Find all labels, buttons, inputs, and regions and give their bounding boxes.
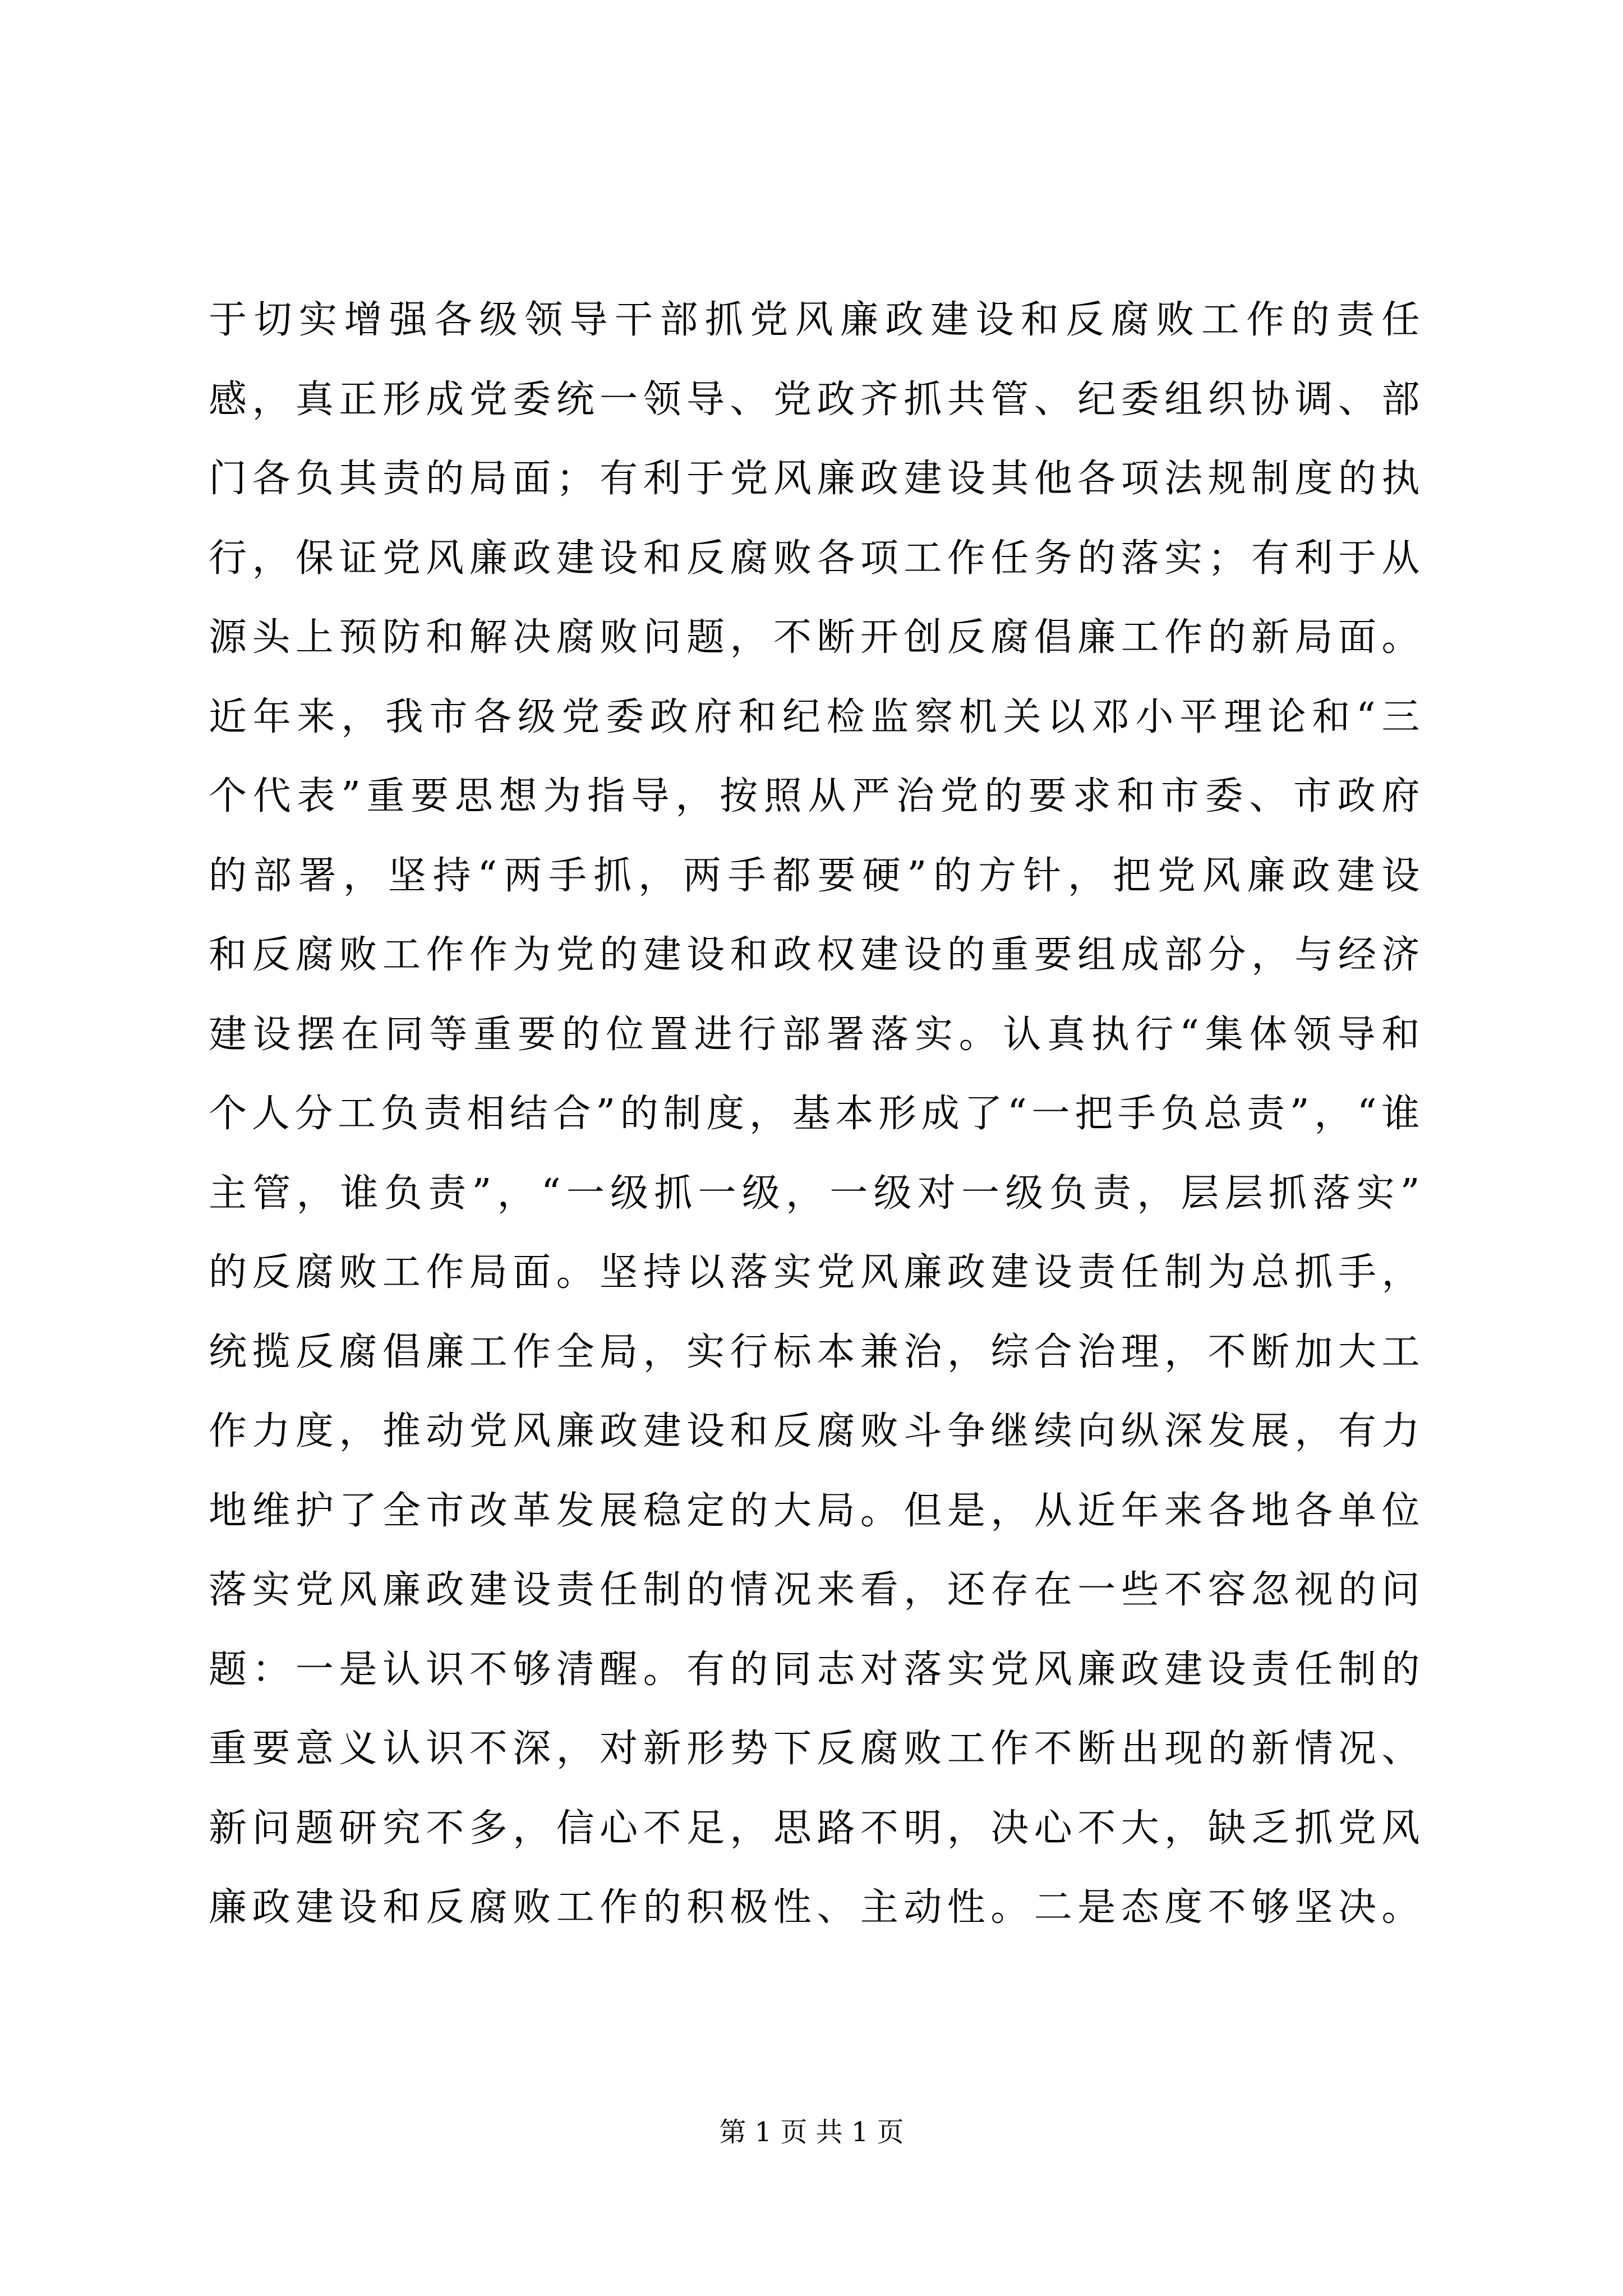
text-line: 题：一是认识不够清醒。有的同志对落实党风廉政建设责任制的 <box>209 1647 1420 1692</box>
text-line: 近年来，我市各级党委政府和纪检监察机关以邓小平理论和“三 <box>209 694 1420 739</box>
text-line: 重要意义认识不深，对新形势下反腐败工作不断出现的新情况、 <box>209 1727 1420 1771</box>
page-footer: 第 1 页 共 1 页 <box>719 2116 904 2148</box>
text-line: 个人分工负责相结合”的制度，基本形成了“一把手负总责”，“谁 <box>209 1092 1420 1136</box>
text-line: 门各负其责的局面；有利于党风廉政建设其他各项法规制度的执 <box>209 457 1420 501</box>
text-line: 作力度，推动党风廉政建设和反腐败斗争继续向纵深发展，有力 <box>209 1409 1420 1453</box>
text-line: 地维护了全市改革发展稳定的大局。但是，从近年来各地各单位 <box>209 1488 1420 1533</box>
text-line: 统揽反腐倡廉工作全局，实行标本兼治，综合治理，不断加大工 <box>209 1329 1420 1374</box>
text-line: 个代表”重要思想为指导，按照从严治党的要求和市委、市政府 <box>209 774 1420 818</box>
text-line: 于切实增强各级领导干部抓党风廉政建设和反腐败工作的责任 <box>209 298 1420 342</box>
body-paragraph <box>209 280 1420 1948</box>
text-line: 行，保证党风廉政建设和反腐败各项工作任务的落实；有利于从 <box>209 536 1420 581</box>
text-line: 和反腐败工作作为党的建设和政权建设的重要组成部分，与经济 <box>209 933 1420 977</box>
text-line: 建设摆在同等重要的位置进行部署落实。认真执行“集体领导和 <box>209 1012 1420 1057</box>
text-line: 的反腐败工作局面。坚持以落实党风廉政建设责任制为总抓手， <box>209 1250 1420 1295</box>
text-line: 感，真正形成党委统一领导、党政齐抓共管、纪委组织协调、部 <box>209 377 1420 422</box>
text-line: 源头上预防和解决腐败问题，不断开创反腐倡廉工作的新局面。 <box>209 615 1420 660</box>
text-line: 落实党风廉政建设责任制的情况来看，还存在一些不容忽视的问 <box>209 1568 1420 1612</box>
text-line: 新问题研究不多，信心不足，思路不明，决心不大，缺乏抓党风 <box>209 1806 1420 1851</box>
text-line: 的部署，坚持“两手抓，两手都要硬”的方针，把党风廉政建设 <box>209 853 1420 898</box>
text-line: 廉政建设和反腐败工作的积极性、主动性。二是态度不够坚决。 <box>209 1885 1420 1930</box>
text-line: 主管，谁负责”，“一级抓一级，一级对一级负责，层层抓落实” <box>209 1171 1420 1216</box>
